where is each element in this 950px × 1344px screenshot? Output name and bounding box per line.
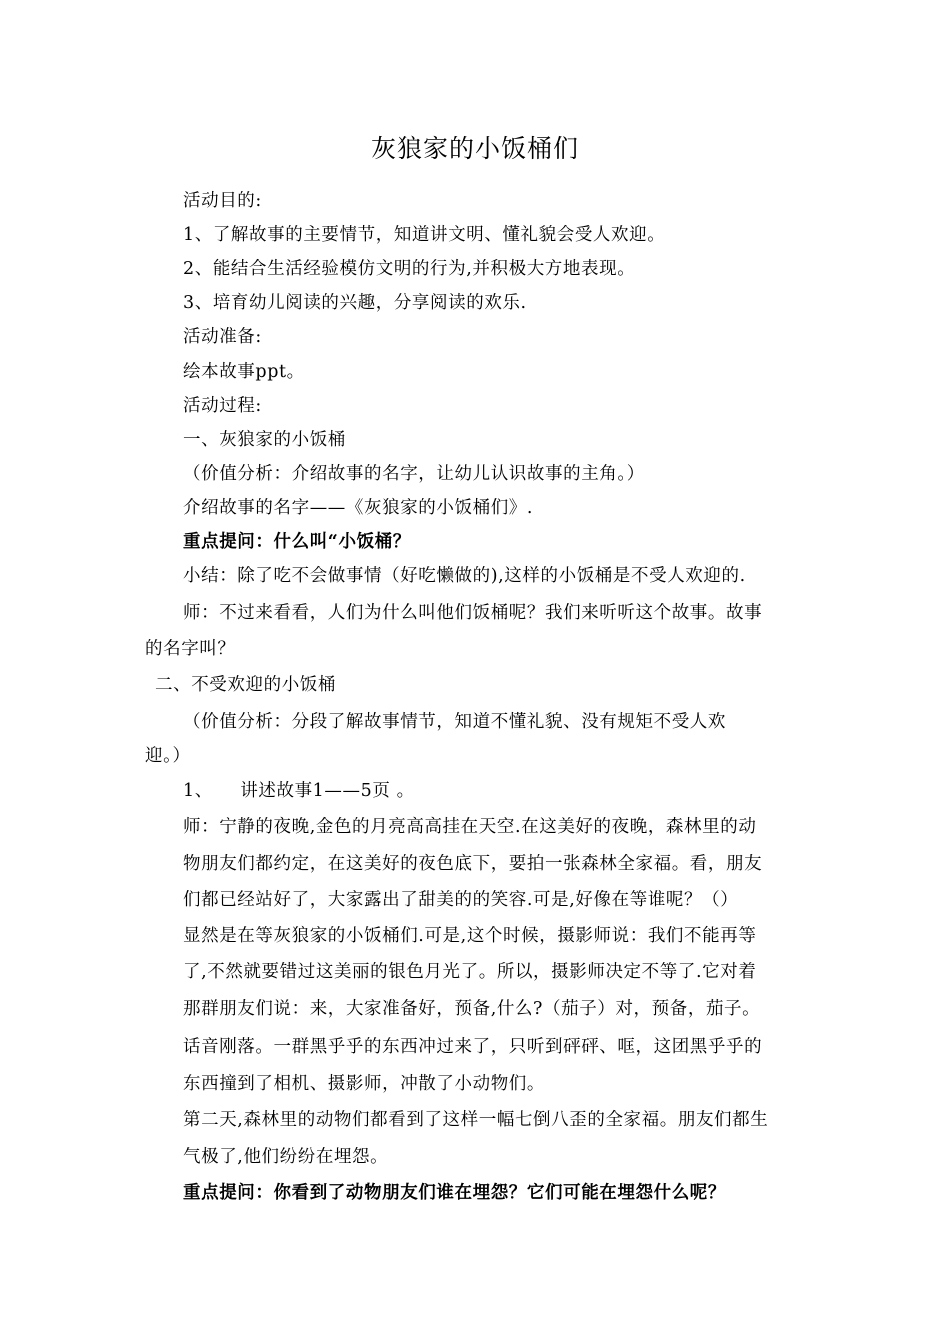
story-paragraph-line: 东西撞到了相机、摄影师，冲散了小动物们。 [183,1074,545,1094]
story-paragraph-line: 物朋友们都约定，在这美好的夜色底下，要拍一张森林全家福。看，朋友 [183,854,763,874]
section-heading-goals: 活动目的: [183,191,262,211]
preparation-item: 绘本故事ppt。 [183,362,305,382]
goal-item-1: 1、了解故事的主要情节，知道讲文明、懂礼貌会受人欢迎。 [183,225,666,245]
part-heading-1: 一、灰狼家的小饭桶 [183,430,346,450]
story-paragraph-line: 显然是在等灰狼家的小饭桶们.可是,这个时候，摄影师说：我们不能再等 [183,926,757,946]
story-paragraph-line: 第二天,森林里的动物们都看到了这样一幅七倒八歪的全家福。朋友们都生 [183,1110,769,1130]
part-heading-2: 二、不受欢迎的小饭桶 [155,675,336,695]
story-paragraph-line: 们都已经站好了，大家露出了甜美的的笑容.可是,好像在等谁呢？（） [183,890,739,910]
goal-item-2: 2、能结合生活经验模仿文明的行为,并积极大方地表现。 [183,259,636,279]
story-paragraph-line: 那群朋友们说：来，大家准备好，预备,什么?（茄子）对，预备，茄子。 [183,999,761,1019]
value-analysis-1: （价值分析：介绍故事的名字，让幼儿认识故事的主角。） [183,464,645,484]
story-paragraph-line: 气极了,他们纷纷在埋怨。 [183,1147,389,1167]
key-question-2: 重点提问：你看到了动物朋友们谁在埋怨？它们可能在埋怨什么呢？ [183,1183,726,1203]
story-step-1: 1、 讲述故事1——5页 。 [183,781,415,801]
value-analysis-2-continued: 迎。） [145,746,191,766]
story-paragraph-line: 师：宁静的夜晚,金色的月亮高高挂在天空.在这美好的夜晚，森林里的动 [183,817,757,837]
key-question-1: 重点提问：什么叫“小饭桶？ [183,532,411,552]
value-analysis-2: （价值分析：分段了解故事情节，知道不懂礼貌、没有规矩不受人欢 [183,712,726,732]
document-title: 灰狼家的小饭桶们 [370,134,579,163]
section-heading-preparation: 活动准备: [183,327,262,347]
summary-line: 小结：除了吃不会做事情（好吃懒做的),这样的小饭桶是不受人欢迎的. [183,566,746,586]
story-paragraph-line: 了,不然就要错过这美丽的银色月光了。所以，摄影师决定不等了.它对着 [183,962,757,982]
teacher-line: 师：不过来看看，人们为什么叫他们饭桶呢？我们来听听这个故事。故事 [183,603,763,623]
section-heading-process: 活动过程: [183,396,262,416]
goal-item-3: 3、培育幼儿阅读的兴趣，分享阅读的欢乐. [183,293,527,313]
paragraph-line: 介绍故事的名字——《灰狼家的小饭桶们》. [183,498,534,518]
teacher-line-continued: 的名字叫？ [145,639,236,659]
story-paragraph-line: 话音刚落。一群黑乎乎的东西冲过来了，只听到砰砰、哐，这团黑乎乎的 [183,1037,763,1057]
